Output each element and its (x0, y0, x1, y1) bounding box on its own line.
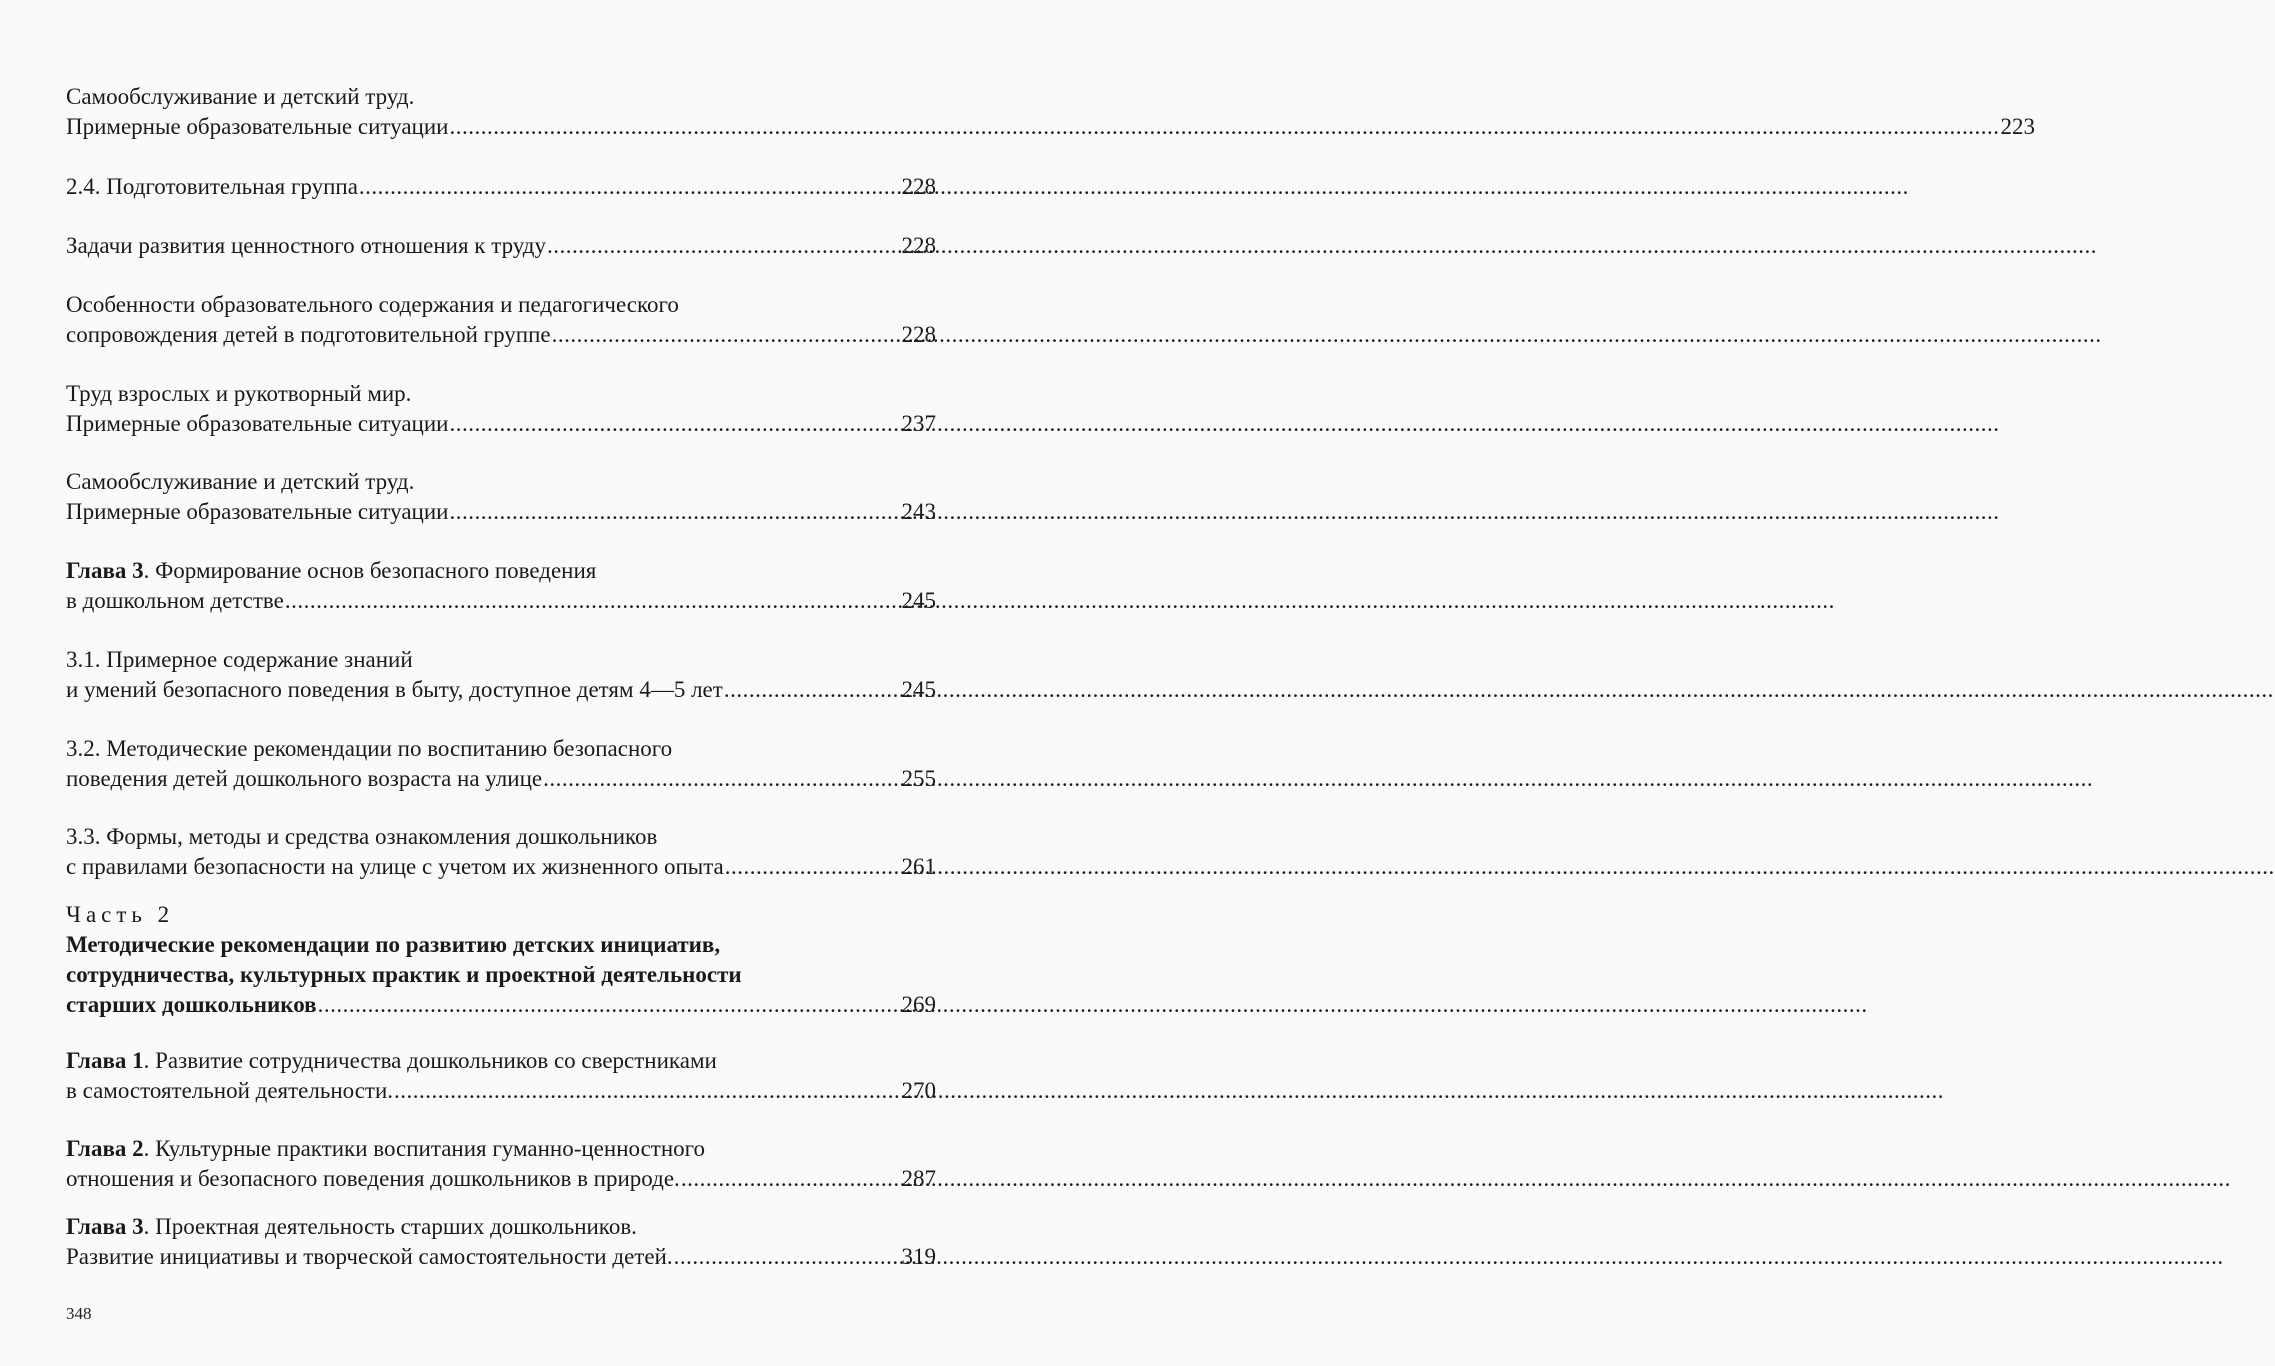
chapter-title: . Развитие сотрудничества дошкольников со сверстниками (143, 1048, 717, 1073)
toc-page-number: 287 (901, 1166, 936, 1191)
toc-entry-text: Развитие инициативы и творческой самостоятельности детей. (66, 1244, 673, 1269)
toc-page-number: 228 (901, 174, 936, 199)
toc-entry-text: 3.2. Методические рекомендации по воспитанию безопасного (66, 736, 673, 761)
dot-leader (449, 497, 900, 527)
chapter-label: Глава 1 (66, 1048, 144, 1073)
toc-entry-text: поведения детей дошкольного возраста на улице (66, 766, 543, 791)
toc-line (66, 231, 936, 261)
dot-leader (674, 1242, 901, 1272)
toc-entry (66, 231, 936, 261)
toc-entry (66, 290, 936, 350)
toc-entry (66, 82, 2035, 142)
toc-entry (66, 379, 936, 439)
toc-line (66, 900, 936, 930)
toc-entry-text: 2.4. Подготовительная группа (66, 174, 358, 199)
toc-line (66, 586, 936, 616)
dot-leader (359, 172, 901, 202)
toc-line (66, 1164, 936, 1194)
toc-line (66, 112, 2035, 142)
toc-entry (66, 467, 936, 527)
toc-entry-text: и умений безопасного поведения в быту, доступное детям 4—5 лет (66, 677, 723, 702)
toc-page-number: 319 (901, 1244, 936, 1269)
toc-line (66, 852, 936, 882)
dot-leader (552, 320, 901, 350)
chapter-title: . Формирование основ безопасного поведения (143, 558, 597, 583)
toc-page-number: 228 (901, 322, 936, 347)
toc-line (66, 467, 936, 497)
chapter-title: . Культурные практики воспитания гуманно-ценностного (143, 1136, 706, 1161)
toc-line (66, 409, 936, 439)
toc-line (66, 764, 936, 794)
toc-line (66, 675, 936, 705)
toc-entry (66, 734, 936, 794)
toc-line (66, 734, 936, 764)
dot-leader (449, 409, 900, 439)
toc-page-number: 269 (901, 992, 936, 1017)
dot-leader (547, 231, 900, 261)
toc-page-number: 245 (901, 677, 936, 702)
dot-leader (681, 1164, 901, 1194)
toc-page-number: 243 (901, 499, 936, 524)
toc-entry-text: Особенности образовательного содержания и педагогического (66, 292, 679, 317)
chapter-label: Глава 3 (66, 1214, 144, 1239)
toc-line (66, 290, 936, 320)
toc-line (66, 1046, 936, 1076)
toc-line (66, 379, 936, 409)
chapter-label: Глава 3 (66, 558, 144, 583)
toc-page-number: 228 (901, 233, 936, 258)
toc-page-number: 245 (901, 588, 936, 613)
dot-leader (285, 586, 901, 616)
toc-entry (66, 172, 936, 202)
toc-line (66, 822, 936, 852)
toc-entry-chapter (66, 1046, 936, 1106)
toc-line (66, 556, 936, 586)
toc-line (66, 990, 936, 1020)
toc-entry-chapter (66, 1134, 936, 1194)
toc-entry (66, 822, 936, 882)
toc-entry-text: отношения и безопасного поведения дошкольников в природе. (66, 1166, 680, 1191)
toc-entry-text: Примерные образовательные ситуации (66, 411, 449, 436)
toc-entry-chapter (66, 556, 936, 616)
toc-page-number: 223 (2000, 114, 2035, 139)
toc-page-number: 237 (901, 411, 936, 436)
toc-entry-text: в самостоятельной деятельности. (66, 1078, 394, 1103)
toc-line (66, 497, 936, 527)
dot-leader (394, 1076, 900, 1106)
part-title: старших дошкольников (66, 992, 317, 1017)
toc-entry-text: Самообслуживание и детский труд. (66, 84, 415, 109)
part-label: Часть 2 (66, 902, 175, 927)
page-number: 348 (66, 1304, 92, 1323)
toc-line (66, 960, 936, 990)
toc-entry-text: 3.1. Примерное содержание знаний (66, 647, 413, 672)
toc-entry-text: Примерные образовательные ситуации (66, 499, 449, 524)
toc-entry-text: сопровождения детей в подготовительной группе (66, 322, 551, 347)
toc-line (66, 1242, 936, 1272)
dot-leader (724, 675, 901, 705)
toc-entry-text: с правилами безопасности на улице с учетом их жизненного опыта (66, 854, 724, 879)
toc-entry-text: Самообслуживание и детский труд. (66, 469, 415, 494)
toc-entry-text: Задачи развития ценностного отношения к труду (66, 233, 547, 258)
toc-line (66, 1212, 936, 1242)
toc-line (66, 82, 2035, 112)
toc-entry-text: Труд взрослых и рукотворный мир. (66, 381, 412, 406)
toc-entry-text: 3.3. Формы, методы и средства ознакомления дошкольников (66, 824, 658, 849)
toc-entry (66, 645, 936, 705)
dot-leader (725, 852, 901, 882)
part-title: сотрудничества, культурных практик и проектной деятельности (66, 962, 742, 987)
toc-line (66, 930, 936, 960)
toc-entry-chapter (66, 1212, 936, 1272)
toc-line (66, 645, 936, 675)
toc-entry-text: Примерные образовательные ситуации (66, 114, 449, 139)
toc-entry-text: в дошкольном детстве (66, 588, 284, 613)
toc-entry-part (66, 900, 936, 1020)
toc-line (66, 320, 936, 350)
toc-page-number: 261 (901, 854, 936, 879)
toc-page-number: 270 (901, 1078, 936, 1103)
dot-leader (449, 112, 1999, 142)
toc-line (66, 172, 936, 202)
part-title: Методические рекомендации по развитию детских инициатив, (66, 932, 721, 957)
toc-line (66, 1134, 936, 1164)
dot-leader (543, 764, 900, 794)
toc-page-number: 255 (901, 766, 936, 791)
dot-leader (318, 990, 901, 1020)
chapter-title: . Проектная деятельность старших дошкольников. (143, 1214, 637, 1239)
chapter-label: Глава 2 (66, 1136, 144, 1161)
toc-line (66, 1076, 936, 1106)
